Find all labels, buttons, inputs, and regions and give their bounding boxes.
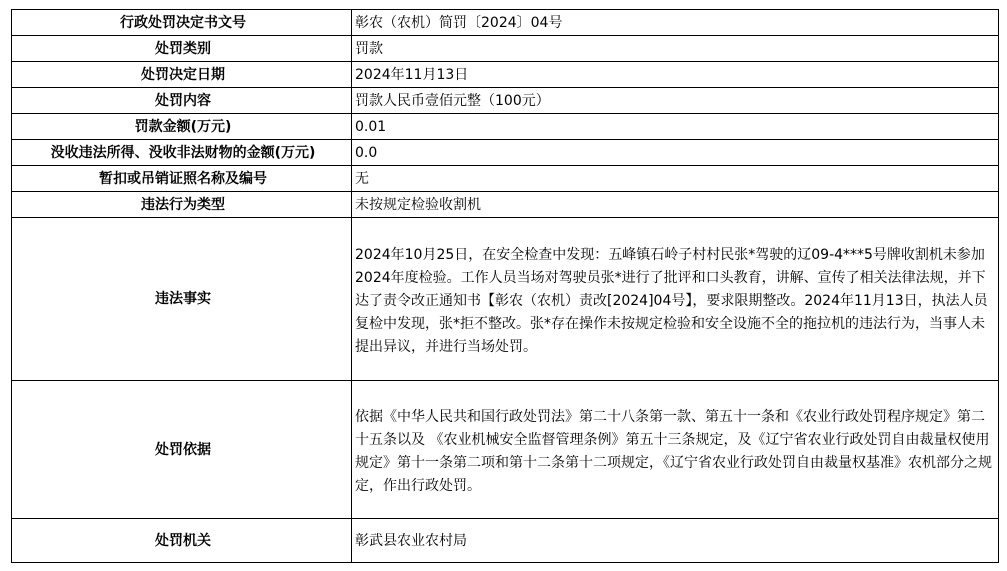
table-row — [12, 36, 999, 62]
table-row — [12, 140, 999, 166]
table-row — [12, 114, 999, 140]
row-label-penalty-category: 处罚类别 — [12, 36, 352, 62]
row-label-penalty-authority: 处罚机关 — [12, 519, 352, 563]
row-label-confiscation-amount: 没收违法所得、没收非法财物的金额(万元) — [12, 140, 352, 166]
row-label-fine-amount: 罚款金额(万元) — [12, 114, 352, 140]
row-label-license-revocation: 暂扣或吊销证照名称及编号 — [12, 166, 352, 192]
table-row — [12, 88, 999, 114]
row-value-confiscation-amount: 0.0 — [352, 140, 999, 166]
row-value-penalty-basis: 依据《中华人民共和国行政处罚法》第二十八条第一款、第五十一条和《农业行政处罚程序规定》第二十五条以及 《农业机械安全监督管理条例》第五十三条规定，及《辽宁省农业行政处罚自由裁量权使用规定》第十一条第二项和第十二条第十二项规定，《辽宁省农业行政处罚自由裁量权基准》农机部分之规定，作出行政处罚。 — [352, 381, 999, 519]
table-row — [12, 62, 999, 88]
penalty-info-table — [11, 9, 999, 563]
row-label-violation-type: 违法行为类型 — [12, 192, 352, 218]
row-value-penalty-authority: 彰武县农业农村局 — [352, 519, 999, 563]
table-row — [12, 218, 999, 381]
row-label-decision-date: 处罚决定日期 — [12, 62, 352, 88]
row-value-fine-amount: 0.01 — [352, 114, 999, 140]
row-value-penalty-content: 罚款人民币壹佰元整（100元） — [352, 88, 999, 114]
row-label-decision-number: 行政处罚决定书文号 — [12, 10, 352, 36]
table-row — [12, 192, 999, 218]
table-row — [12, 519, 999, 563]
row-value-violation-type: 未按规定检验收割机 — [352, 192, 999, 218]
table-row — [12, 10, 999, 36]
table-row — [12, 166, 999, 192]
row-value-decision-date: 2024年11月13日 — [352, 62, 999, 88]
table-row — [12, 381, 999, 519]
row-label-penalty-basis: 处罚依据 — [12, 381, 352, 519]
row-value-penalty-category: 罚款 — [352, 36, 999, 62]
row-label-violation-facts: 违法事实 — [12, 218, 352, 381]
row-value-violation-facts: 2024年10月25日，在安全检查中发现：五峰镇石岭子村村民张*驾驶的辽09-4***5号牌收割机未参加2024年度检验。工作人员当场对驾驶员张*进行了批评和口头教育，讲解、宣传了相关法律法规，并下达了责令改正通知书【彰农（农机）责改[2024]04号】，要求限期整改。2024年11月13日，执法人员复检中发现，张*拒不整改。张*存在操作未按规定检验和安全设施不全的拖拉机的违法行为，当事人未提出异议，并进行当场处罚。 — [352, 218, 999, 381]
row-value-license-revocation: 无 — [352, 166, 999, 192]
row-label-penalty-content: 处罚内容 — [12, 88, 352, 114]
row-value-decision-number: 彰农（农机）简罚〔2024〕04号 — [352, 10, 999, 36]
